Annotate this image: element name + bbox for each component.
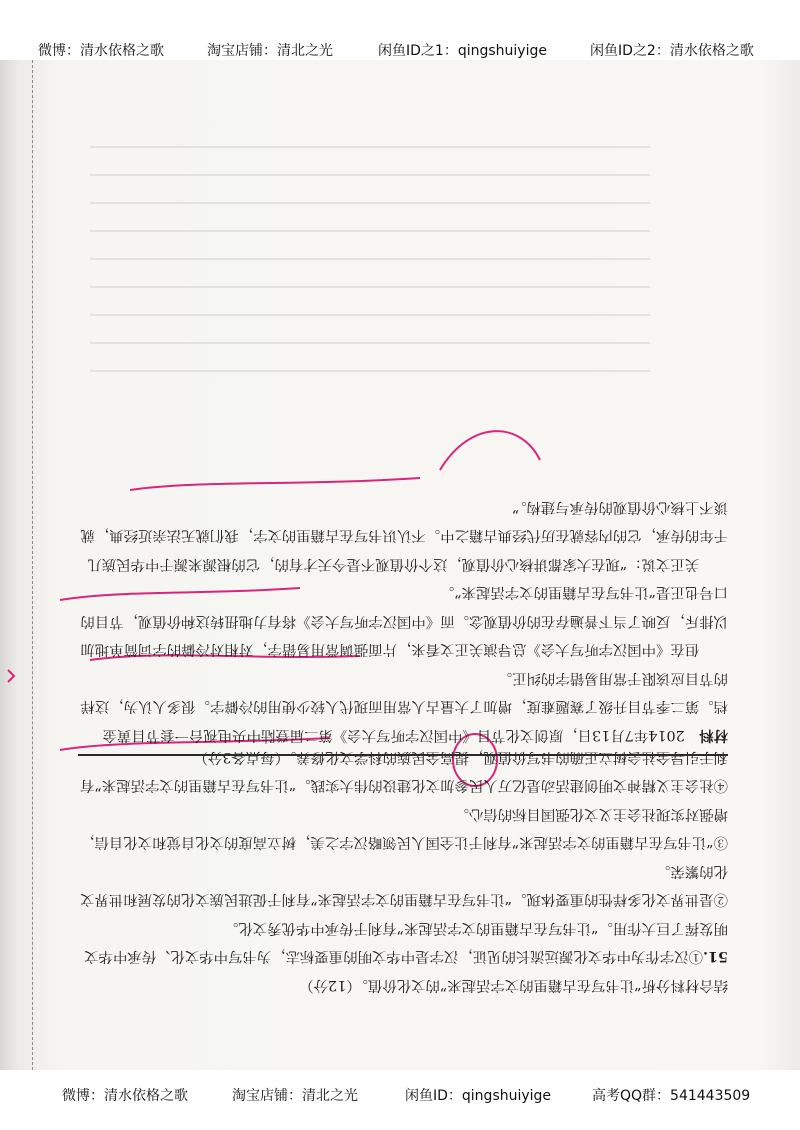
watermark-header	[0, 0, 800, 60]
upside-down-printed-block	[78, 395, 728, 999]
material-paragraph-3: 关正文说：“现在大家都讲核心价值观，这个价值观不是今天才有的，它的根源来源于中华民族几千年的传承，它的内容就在历代经典古籍之中。不认识书写在古籍里的文字，我们就无法亲近经典，就谈不上核心价值观的传承与建构。”	[80, 499, 728, 572]
material-label: 材料	[699, 727, 728, 744]
footer-weibo: 微博：清水依格之歌	[62, 1088, 188, 1104]
footer-taobao: 淘宝店铺：清北之光	[232, 1088, 358, 1104]
binding-margin-line	[32, 60, 33, 1070]
header-taobao: 淘宝店铺：清北之光	[207, 43, 333, 59]
question-number: 51.	[702, 948, 728, 966]
header-xianyu-2: 闲鱼ID之2：清水依格之歌	[590, 43, 754, 59]
material-paragraph-2: 但在《中国汉字听写大会》总导演关正文看来，片面强调常用易错字，对相对冷僻的字词简单地加以排斥，反映了当下普遍存在的价值观念。而《中国汉字听写大会》将有力地扭转这种价值观，节目的口号也正是“让书写在古籍里的文字活起来”。	[80, 584, 728, 658]
bleed-through-area	[90, 120, 650, 380]
answer-point-4: ④社会主义精神文明创建活动是亿万人民参加文化建设的伟大实践。“让书写在古籍里的文字活起来”有利于引导全社会树立正确的书写价值观，提高全民族的科学文化修养。（每点各3分）	[80, 749, 728, 794]
answer-point-1: 51.①汉字作为中华文化源远流长的见证，汉字是中华文明的重要标志，为书写中华文化、传承中华文明发挥了巨大作用。“让书写在古籍里的文字活起来”有利于传承中华优秀文化。	[84, 920, 728, 966]
question-51-answer	[78, 743, 728, 1000]
footer-qq: 高考QQ群：541443509	[592, 1088, 751, 1104]
answer-point-2: ②是世界文化多样性的重要体现。“让书写在古籍里的文字活起来”有利于促进民族文化的发展和世界文化的繁荣。	[80, 863, 728, 908]
watermark-footer	[0, 1070, 800, 1130]
header-xianyu-1: 闲鱼ID之1：qingshuiyige	[378, 43, 547, 59]
header-weibo: 微博：清水依格之歌	[38, 43, 164, 59]
section-divider	[78, 754, 728, 756]
material-paragraph-1: 材料 2014年7月13日，原创文化节目《中国汉字听写大会》第二届登陆中央电视台一套节目黄金档。第二季节目升级了赛题难度，增加了大量古人常用而现代人较少使用的冷僻字。很多人认为，这样的节目应该限于常用易错字的纠正。	[80, 670, 728, 744]
answer-point-3: ③“让书写在古籍里的文字活起来”有利于让全国人民领略汉字之美，树立高度的文化自觉和文化自信，增强对实现社会主义文化强国目标的信心。	[80, 806, 728, 851]
material-text	[78, 493, 728, 750]
footer-xianyu: 闲鱼ID：qingshuiyige	[405, 1088, 552, 1104]
question-prompt: 结合材料分析“让书写在古籍里的文字活起来”的文化价值。（12分）	[299, 977, 728, 993]
